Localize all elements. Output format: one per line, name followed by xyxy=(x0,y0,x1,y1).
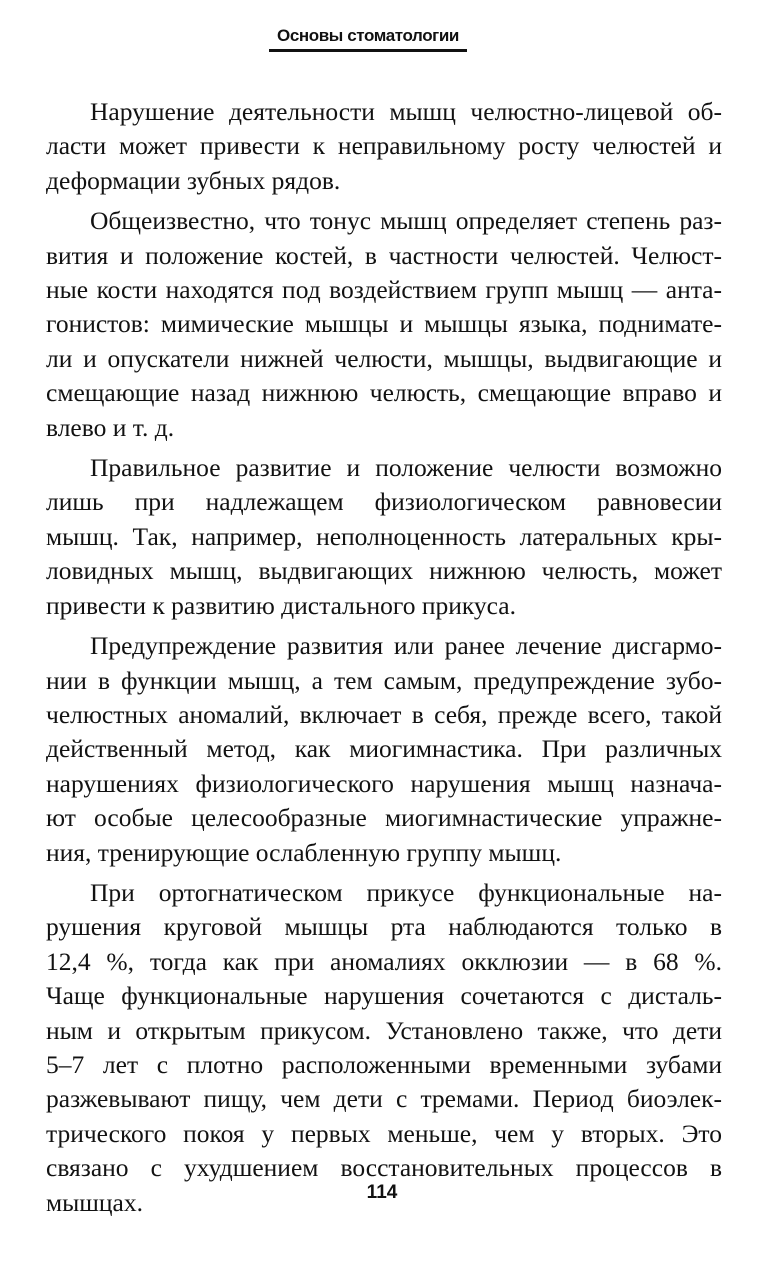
text-line: Чаще функциональные нарушения сочетаются с дисталь- xyxy=(46,981,722,1011)
text-line: ные кости находятся под воздействием групп мышц — анта- xyxy=(46,275,722,305)
paragraph xyxy=(46,876,722,1220)
running-header xyxy=(0,26,764,52)
text-line: Правильное развитие и положение челюсти возможно xyxy=(90,453,722,483)
text-line: Предупреждение развития или ранее лечение дисгармо- xyxy=(90,631,722,661)
text-line: связано с ухудшением восстановительных процессов в xyxy=(46,1153,722,1183)
text-line: Нарушение деятельности мышц челюстно-лицевой об- xyxy=(90,97,722,126)
paragraph xyxy=(46,95,722,198)
paragraph xyxy=(46,451,722,623)
text-line: разжевывают пищу, чем дети с тремами. Период биоэлек- xyxy=(46,1084,722,1114)
text-line: ным и открытым прикусом. Установлено также, что дети xyxy=(46,1015,722,1045)
text-line: челюстных аномалий, включает в себя, прежде всего, такой xyxy=(46,699,722,729)
text-line: ния, тренирующие ослабленную группу мышц. xyxy=(46,837,562,867)
text-line: мышцах. xyxy=(46,1187,143,1217)
text-line: деформации зубных рядов. xyxy=(46,165,341,195)
body-text xyxy=(46,95,722,1220)
text-line: действенный метод, как миогимнастика. При различных xyxy=(46,734,722,764)
text-line: 12,4 %, тогда как при аномалиях окклюзии — в 68 %. xyxy=(46,946,722,976)
text-line: влево и т. д. xyxy=(46,412,175,442)
text-line: нарушениях физиологического нарушения мышц назнача- xyxy=(46,768,722,798)
text-line: ют особые целесообразные миогимнастические упражне- xyxy=(46,803,722,833)
text-line: вития и положение костей, в частности челюстей. Челюст- xyxy=(46,240,722,270)
text-line: трического покоя у первых меньше, чем у вторых. Это xyxy=(46,1118,722,1148)
text-line: При ортогнатическом прикусе функциональные на- xyxy=(90,877,722,907)
page-number: 114 xyxy=(366,1182,398,1203)
header-title: Основы стоматологии xyxy=(269,26,467,52)
text-line: ли и опускатели нижней челюсти, мышцы, выдвигающие и xyxy=(46,343,722,373)
paragraph xyxy=(46,629,722,870)
text-line: рушения круговой мышцы рта наблюдаются только в xyxy=(46,912,722,942)
text-line: гонистов: мимические мышцы и мышцы языка, поднимате- xyxy=(46,309,722,339)
text-line: смещающие назад нижнюю челюсть, смещающие вправо и xyxy=(46,378,722,408)
text-line: Общеизвестно, что тонус мышц определяет степень раз- xyxy=(90,206,722,236)
text-line: 5–7 лет с плотно расположенными временными зубами xyxy=(46,1049,722,1079)
text-line: нии в функции мышц, а тем самым, предупреждение зубо- xyxy=(46,665,722,695)
paragraph xyxy=(46,204,722,445)
text-line: привести к развитию дистального прикуса. xyxy=(46,590,516,620)
text-line: лишь при надлежащем физиологическом равновесии xyxy=(46,487,722,517)
text-line: ласти может привести к неправильному росту челюстей и xyxy=(46,131,722,161)
text-line: ловидных мышц, выдвигающих нижнюю челюсть, может xyxy=(46,556,722,586)
text-line: мышц. Так, например, неполноценность латеральных кры- xyxy=(46,521,722,551)
